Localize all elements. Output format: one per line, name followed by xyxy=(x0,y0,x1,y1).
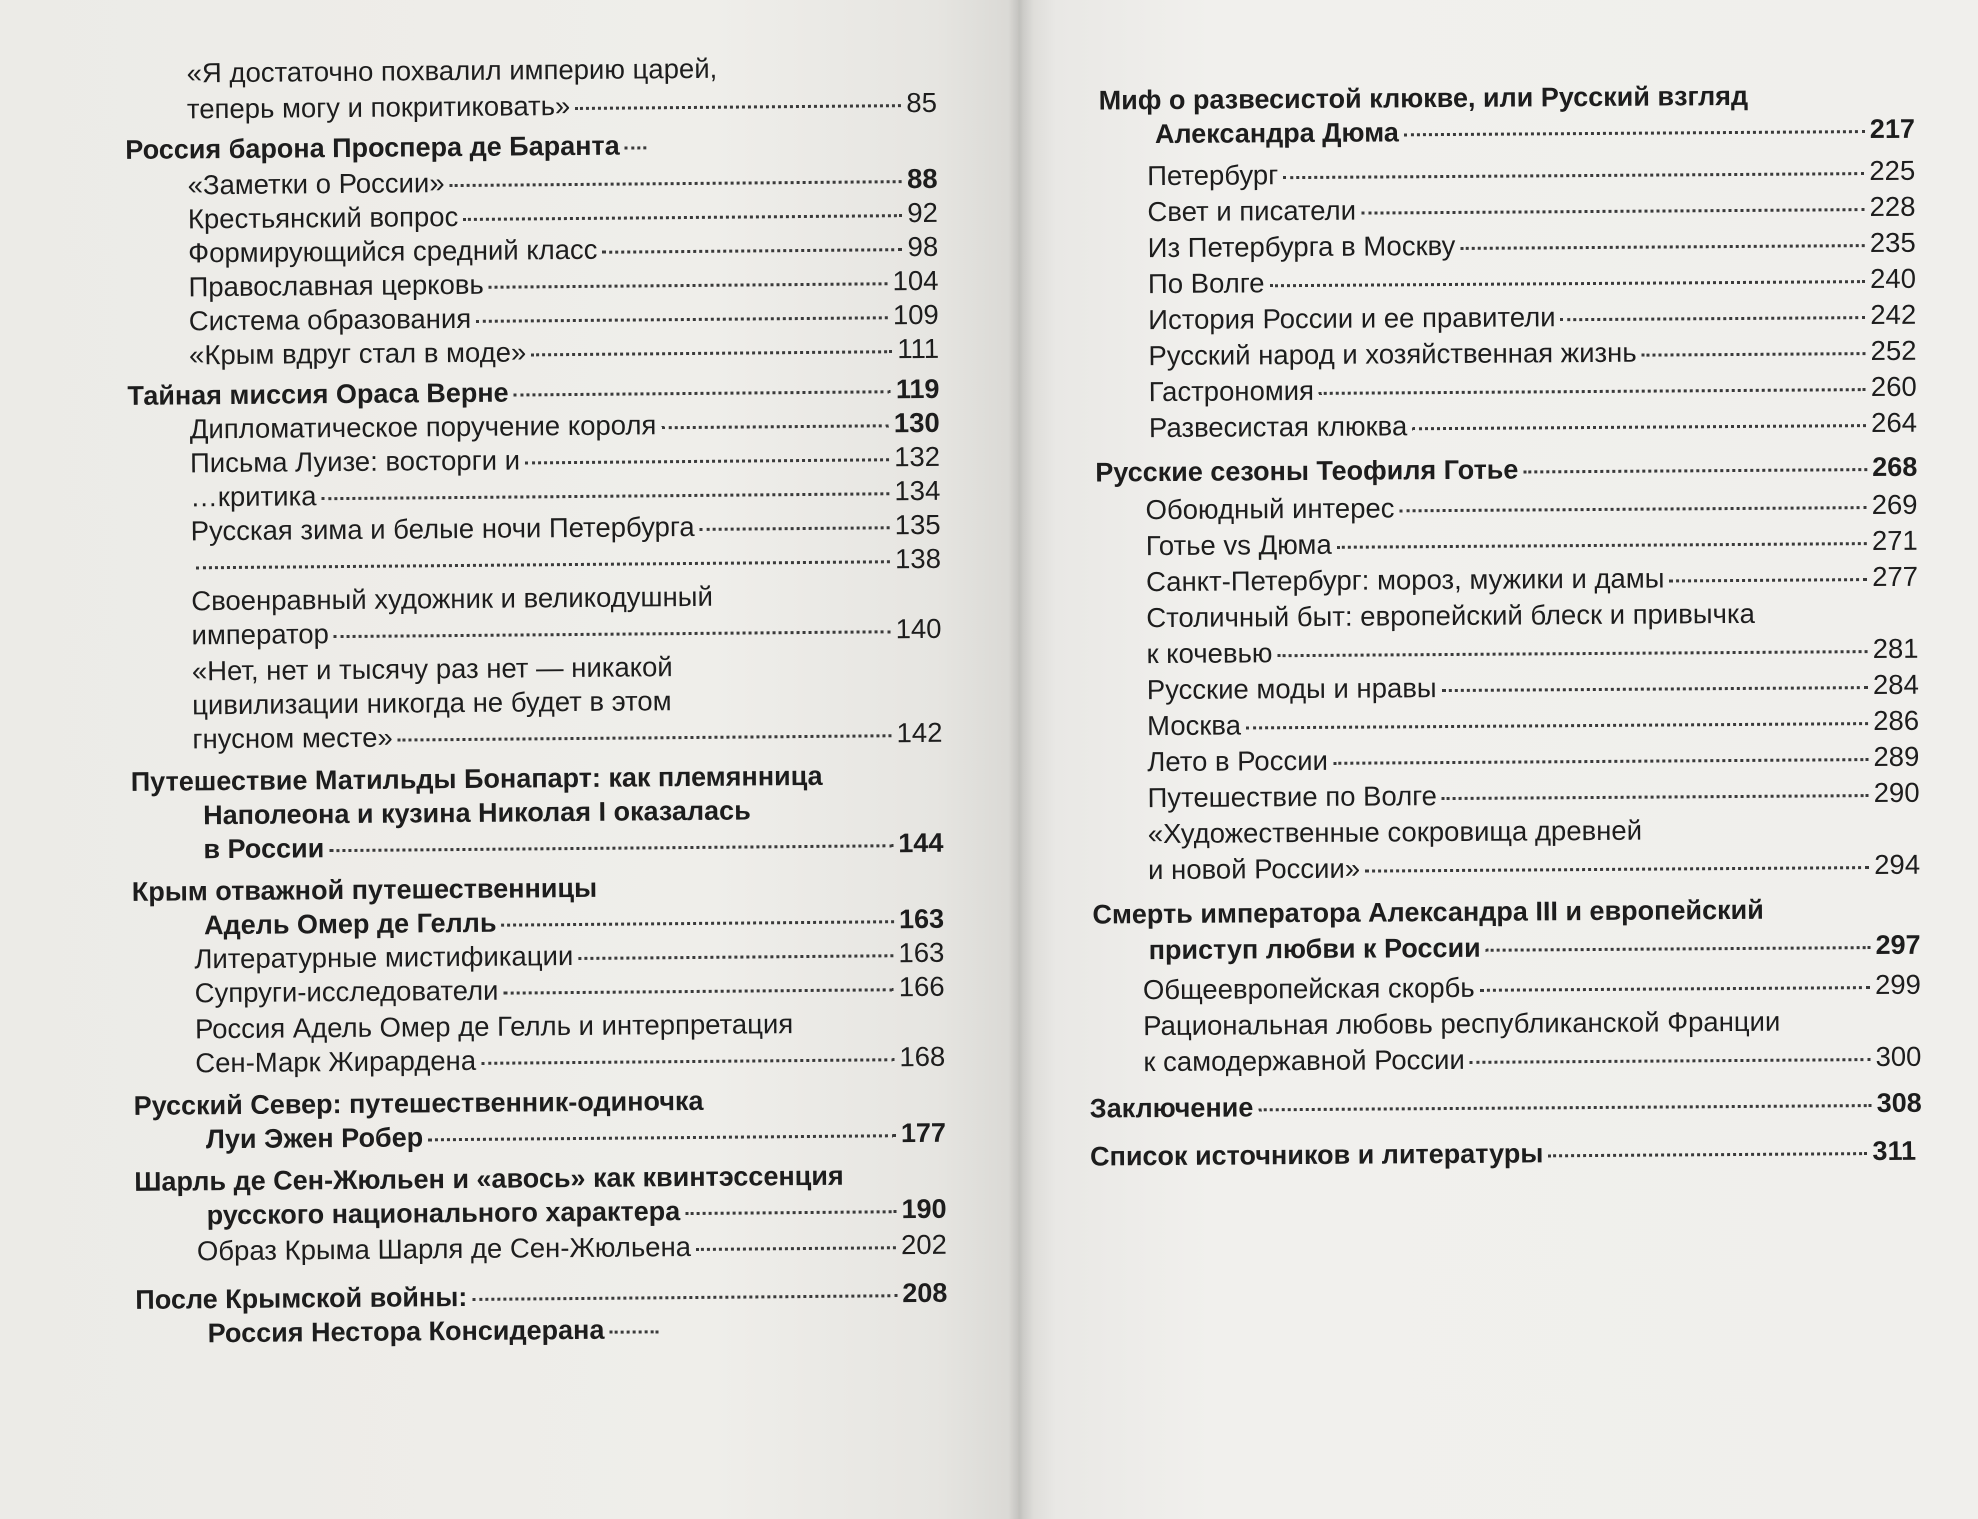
toc-line: «Я достаточно похвалил империю царей, xyxy=(186,52,718,89)
toc-entry-title: и новой России» xyxy=(1147,852,1361,886)
toc-entry-page: 300 xyxy=(1875,1040,1922,1073)
toc-entry[interactable] xyxy=(191,542,941,583)
toc-entry-page: 235 xyxy=(1869,226,1916,259)
toc-leader xyxy=(1460,244,1865,250)
toc-entry-title: к самодержавной России xyxy=(1143,1043,1465,1078)
toc-entry[interactable] xyxy=(189,332,939,373)
toc-leader xyxy=(1269,280,1865,287)
toc-chapter-line[interactable]: Смерть императора Александра III и европейский xyxy=(1092,894,1764,930)
toc-line: «Художественные сокровища древней xyxy=(1147,814,1643,850)
toc-entry-page: 98 xyxy=(907,230,939,263)
toc-entry-page: 281 xyxy=(1872,632,1919,665)
toc-leader xyxy=(1246,722,1868,729)
toc-entry-page: 277 xyxy=(1872,560,1919,593)
toc-entry-title: Супруги-исследователи xyxy=(194,974,499,1009)
toc-entry-title: Гастрономия xyxy=(1148,374,1315,408)
toc-chapter-page: 177 xyxy=(900,1117,947,1149)
toc-chapter-title: Заключение xyxy=(1089,1092,1254,1124)
toc-line: Своенравный художник и великодушный xyxy=(191,580,713,617)
toc-chapter[interactable] xyxy=(206,1116,946,1156)
toc-entry[interactable] xyxy=(1148,848,1920,887)
toc-entry-page: 242 xyxy=(1870,298,1917,331)
toc-entry-title: к кочевью xyxy=(1146,637,1273,670)
toc-entry-page: 289 xyxy=(1873,740,1920,773)
toc-entry-page: 284 xyxy=(1872,668,1919,701)
toc-entry-title: Москва xyxy=(1146,709,1242,742)
toc-entry-title: Общеевропейская скорбь xyxy=(1142,971,1475,1006)
toc-entry[interactable] xyxy=(1148,226,1916,265)
toc-entry[interactable] xyxy=(1148,262,1916,301)
toc-entry-page: 88 xyxy=(906,162,938,195)
toc-entry-page: 240 xyxy=(1869,262,1917,295)
toc-entry-page: 269 xyxy=(1871,488,1918,521)
toc-leader xyxy=(1561,316,1866,321)
toc-chapter-page: 119 xyxy=(895,373,940,405)
toc-entry-page: 264 xyxy=(1870,406,1918,439)
toc-chapter-line[interactable]: Русский Север: путешественник-одиночка xyxy=(133,1085,704,1121)
toc-chapter-line[interactable]: Путешествие Матильды Бонапарт: как племянница xyxy=(130,760,823,797)
toc-entry[interactable] xyxy=(1147,190,1915,229)
toc-chapter-page: 268 xyxy=(1872,451,1918,483)
toc-entry-title: Сен-Марк Жирардена xyxy=(195,1044,477,1079)
toc-leader xyxy=(476,316,888,323)
toc-leader xyxy=(321,492,889,500)
toc-leader xyxy=(531,350,892,356)
toc-chapter[interactable] xyxy=(1095,450,1917,490)
toc-leader xyxy=(685,1210,896,1215)
toc-entry-page: 286 xyxy=(1873,704,1920,737)
toc-entry-title: «Крым вдруг стал в моде» xyxy=(188,336,527,371)
toc-leader xyxy=(1400,506,1867,512)
toc-entry-page: 142 xyxy=(896,716,943,749)
toc-leader xyxy=(1412,424,1866,430)
toc-leader xyxy=(1365,866,1869,873)
toc-leader xyxy=(661,424,889,429)
toc-entry-title: Православная церковь xyxy=(188,268,484,303)
toc-chapter-page: 144 xyxy=(898,827,944,859)
toc-entry-title: Готье vs Дюма xyxy=(1145,528,1332,562)
toc-entry-title: Из Петербурга в Москву xyxy=(1147,229,1456,264)
toc-entry[interactable] xyxy=(1146,560,1918,599)
toc-chapter-title: Александра Дюма xyxy=(1154,117,1399,150)
toc-leader xyxy=(1283,172,1864,179)
toc-entry-page: 163 xyxy=(898,936,945,969)
toc-leader xyxy=(334,630,891,638)
toc-leader xyxy=(1486,946,1871,952)
toc-entry-page: 299 xyxy=(1874,968,1922,1001)
toc-entry-title: …критика xyxy=(190,480,317,513)
toc-line: Столичный быт: европейский блеск и привычка xyxy=(1146,597,1755,634)
toc-entry-title: Русский народ и хозяйственная жизнь xyxy=(1148,336,1637,372)
toc-leader xyxy=(1258,1104,1871,1111)
toc-chapter-page: 163 xyxy=(898,903,945,935)
toc-entry-title: Развесистая клюква xyxy=(1148,410,1408,444)
toc-leader xyxy=(472,1294,897,1301)
toc-entry-title: Система образования xyxy=(188,302,472,337)
toc-chapter-page: 208 xyxy=(902,1277,948,1309)
toc-chapter-title: Список источников и литературы xyxy=(1089,1138,1544,1172)
toc-entry[interactable] xyxy=(1143,1040,1921,1079)
toc-leader xyxy=(398,734,892,741)
toc-entry-title: Формирующийся средний класс xyxy=(188,233,598,269)
toc-leader xyxy=(602,248,902,254)
toc-chapter-page: 217 xyxy=(1869,113,1916,145)
toc-leader xyxy=(1337,542,1867,549)
toc-chapter-title: Россия Нестора Консидерана xyxy=(207,1314,605,1349)
toc-entry-page: 138 xyxy=(894,542,942,575)
toc-leader xyxy=(1642,352,1866,357)
toc-chapter-line[interactable]: Крым отважной путешественницы xyxy=(131,872,598,907)
toc-entry-title: Санкт-Петербург: мороз, мужики и дамы xyxy=(1145,562,1665,598)
toc-entry-page: 294 xyxy=(1874,848,1921,881)
toc-leader xyxy=(525,458,889,464)
toc-chapter-title: После Крымской войны: xyxy=(135,1281,468,1315)
toc-leader xyxy=(575,104,901,110)
toc-leader xyxy=(578,954,893,960)
toc-chapter-title: приступ любви к России xyxy=(1148,932,1481,966)
toc-entry[interactable] xyxy=(1143,968,1921,1007)
toc-entry-title: Образ Крыма Шарля де Сен-Жюльена xyxy=(196,1231,692,1267)
toc-leader xyxy=(1470,1058,1871,1064)
toc-entry-title: Путешествие по Волге xyxy=(1147,780,1438,814)
toc-line: цивилизации никогда не будет в этом xyxy=(192,685,672,721)
toc-entry-page: 140 xyxy=(895,612,942,645)
toc-entry-title: «Заметки о России» xyxy=(187,167,445,201)
toc-entry[interactable] xyxy=(1148,334,1916,373)
toc-entry[interactable] xyxy=(1147,668,1919,707)
toc-entry-page: 85 xyxy=(906,86,938,119)
toc-chapter[interactable] xyxy=(125,128,651,167)
toc-leader xyxy=(1442,686,1868,692)
toc-entry-title: Русская зима и белые ночи Петербурга xyxy=(190,510,695,547)
toc-entry-title: Лето в России xyxy=(1147,744,1328,778)
toc-leader xyxy=(1523,468,1867,473)
toc-chapter-line[interactable]: Шарль де Сен-Жюльен и «авось» как квинтэссенция xyxy=(134,1160,844,1197)
toc-chapter-title: Россия барона Проспера де Баранта xyxy=(125,130,620,165)
toc-leader xyxy=(1319,388,1866,395)
toc-line: Рациональная любовь республиканской Франции xyxy=(1143,1005,1781,1042)
toc-entry[interactable] xyxy=(195,1040,945,1081)
toc-chapter-title: в России xyxy=(203,833,325,865)
toc-leader xyxy=(700,526,890,531)
toc-chapter[interactable] xyxy=(1090,1086,1922,1126)
toc-entry-title: История России и ее правители xyxy=(1148,301,1556,336)
toc-leader xyxy=(1548,1152,1867,1157)
toc-chapter-line[interactable]: Миф о развесистой клюкве, или Русский взгляд xyxy=(1098,80,1749,116)
toc-leader xyxy=(428,1134,896,1141)
toc-chapter[interactable] xyxy=(1149,928,1921,967)
toc-entry-page: 104 xyxy=(892,264,939,297)
toc-entry-page: 225 xyxy=(1869,154,1916,187)
toc-entry[interactable] xyxy=(191,612,941,653)
toc-entry[interactable] xyxy=(1145,488,1917,527)
toc-chapter-line[interactable]: Наполеона и кузина Николая I оказалась xyxy=(202,795,751,831)
toc-entry-page: 111 xyxy=(897,332,940,365)
toc-entry-page: 252 xyxy=(1870,334,1917,367)
toc-entry-title: Крестьянский вопрос xyxy=(187,201,459,235)
toc-entry[interactable] xyxy=(1149,406,1917,445)
toc-entry-page: 271 xyxy=(1871,524,1918,557)
toc-entry-page: 132 xyxy=(893,440,941,473)
toc-chapter-title: Адель Омер де Гелль xyxy=(203,907,497,941)
toc-leader xyxy=(196,560,890,569)
toc-entry-title: теперь могу и покритиковать» xyxy=(186,90,571,125)
toc-entry[interactable] xyxy=(1147,776,1919,815)
toc-leader xyxy=(1277,650,1867,657)
toc-chapter-page: 311 xyxy=(1872,1135,1917,1167)
toc-chapter[interactable] xyxy=(203,826,943,866)
toc-entry[interactable] xyxy=(197,1228,947,1269)
toc-entry-title: Письма Луизе: восторги и xyxy=(189,444,521,479)
toc-chapter-title: русского национального характера xyxy=(206,1196,681,1231)
toc-chapter-page: 297 xyxy=(1875,929,1921,961)
toc-entry[interactable] xyxy=(1147,704,1919,743)
toc-leader xyxy=(481,1058,894,1065)
toc-chapter[interactable] xyxy=(1155,112,1915,151)
toc-entry[interactable] xyxy=(1148,298,1916,337)
toc-entry[interactable] xyxy=(1146,632,1918,671)
toc-entry-page: 109 xyxy=(892,298,939,331)
toc-chapter[interactable] xyxy=(135,1276,947,1317)
toc-leader xyxy=(463,214,902,221)
toc-leader xyxy=(329,844,893,852)
toc-entry[interactable] xyxy=(187,86,937,127)
toc-chapter-page: 190 xyxy=(901,1193,947,1225)
toc-entry[interactable] xyxy=(192,716,942,757)
toc-leader xyxy=(1361,208,1865,215)
toc-leader xyxy=(696,1246,896,1251)
toc-entry[interactable] xyxy=(1149,370,1917,409)
toc-leader xyxy=(501,920,894,926)
toc-entry-page: 92 xyxy=(907,196,939,229)
right-page xyxy=(1018,0,1978,1519)
toc-entry-page: 168 xyxy=(899,1040,946,1073)
toc-leader xyxy=(1333,758,1869,765)
toc-entry-title: По Волге xyxy=(1147,267,1265,300)
toc-leader xyxy=(1669,578,1867,582)
toc-chapter[interactable] xyxy=(1090,1134,1916,1174)
toc-entry-title: Дипломатическое поручение короля xyxy=(189,409,657,445)
toc-entry-page: 134 xyxy=(894,474,941,507)
toc-leader xyxy=(1442,794,1869,800)
toc-chapter-title: Луи Эжен Робер xyxy=(205,1122,424,1155)
toc-leader xyxy=(625,146,647,149)
toc-chapter[interactable] xyxy=(206,1192,946,1232)
toc-chapter-title: Русские сезоны Теофиля Готье xyxy=(1095,454,1519,488)
toc-chapter[interactable] xyxy=(207,1312,663,1350)
toc-entry-title: гнусном месте» xyxy=(192,721,393,755)
toc-entry[interactable] xyxy=(1147,740,1919,779)
toc-entry-title: Свет и писатели xyxy=(1147,194,1357,228)
toc-entry-page: 202 xyxy=(900,1228,948,1261)
toc-entry-title: Обоюдный интерес xyxy=(1145,492,1395,526)
toc-chapter-title: Тайная миссия Ораса Верне xyxy=(127,377,509,411)
toc-entry-page: 166 xyxy=(898,970,945,1003)
toc-entry-page: 135 xyxy=(894,508,941,541)
toc-entry-title: Литературные мистификации xyxy=(194,940,574,975)
toc-leader xyxy=(1480,986,1870,992)
toc-leader xyxy=(489,282,888,288)
toc-entry[interactable] xyxy=(1147,154,1915,193)
toc-leader xyxy=(503,988,893,994)
toc-entry-title: Петербург xyxy=(1147,159,1279,192)
toc-entry[interactable] xyxy=(1146,524,1918,563)
toc-entry-title: император xyxy=(191,618,329,651)
toc-chapter-page: 308 xyxy=(1876,1087,1922,1119)
toc-entry-page: 260 xyxy=(1870,370,1917,403)
book-gutter-shadow xyxy=(1008,0,1034,1519)
toc-line: Россия Адель Омер де Гелль и интерпретация xyxy=(194,1008,794,1045)
toc-entry-page: 228 xyxy=(1869,190,1916,223)
toc-entry-page: 290 xyxy=(1873,776,1920,809)
toc-line: «Нет, нет и тысячу раз нет — никакой xyxy=(191,651,673,687)
toc-leader xyxy=(1404,130,1865,136)
toc-entry-title: Русские моды и нравы xyxy=(1146,672,1437,706)
toc-leader xyxy=(514,390,891,396)
toc-entry[interactable] xyxy=(195,970,945,1011)
toc-leader xyxy=(609,1330,658,1333)
toc-leader xyxy=(450,180,902,187)
toc-entry-page: 130 xyxy=(893,406,940,439)
